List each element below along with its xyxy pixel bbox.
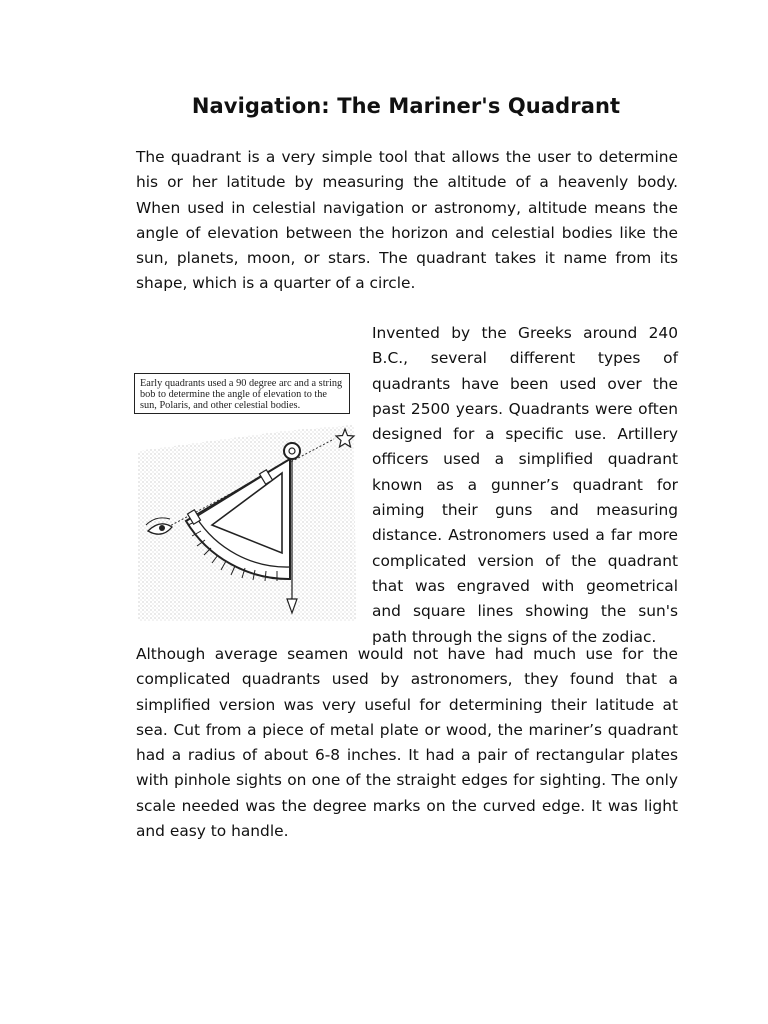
quadrant-illustration — [134, 421, 358, 627]
page-title: Navigation: The Mariner's Quadrant — [191, 94, 621, 118]
quadrant-figure — [134, 373, 358, 627]
paragraph-mariners-use: Although average seamen would not have had much use for the complicated quadrants used by astronomers, they found that a simplified version was very useful for determining their latitude at sea. Cut from a piece of metal plate or wood, the mariner’s quadrant had a radius of about 6-8 inches. It had a pair of rectangular plates with pinhole sights on one of the straight edges for sighting. The only scale needed was the degree marks on the curved edge. It was light and easy to handle. — [136, 645, 678, 841]
paragraph-history-text: Invented by the Greeks around 240 B.C., several different types of quadrants have been used over the past 2500 years. Quadrants were often designed for a specific use. Artillery officers used a simplified quadrant known as a gunner’s quadrant for aiming their guns and measuring distance. Astronomers used a far more complicated version of the quadrant that was engraved with geometrical and square lines showing the sun's path through the signs of the zodiac. — [372, 324, 678, 646]
paragraph-intro: The quadrant is a very simple tool that allows the user to determine his or her latitude by measuring the altitude of a heavenly body. When used in celestial navigation or astronomy, altitude means the angle of elevation between the horizon and celestial bodies like the sun, planets, moon, or stars. The quadrant takes it name from its shape, which is a quarter of a circle. — [136, 148, 678, 293]
figure-caption: Early quadrants used a 90 degree arc and a string bob to determine the angle of elevation to the sun, Polaris, and other celestial bodies. — [134, 373, 350, 414]
